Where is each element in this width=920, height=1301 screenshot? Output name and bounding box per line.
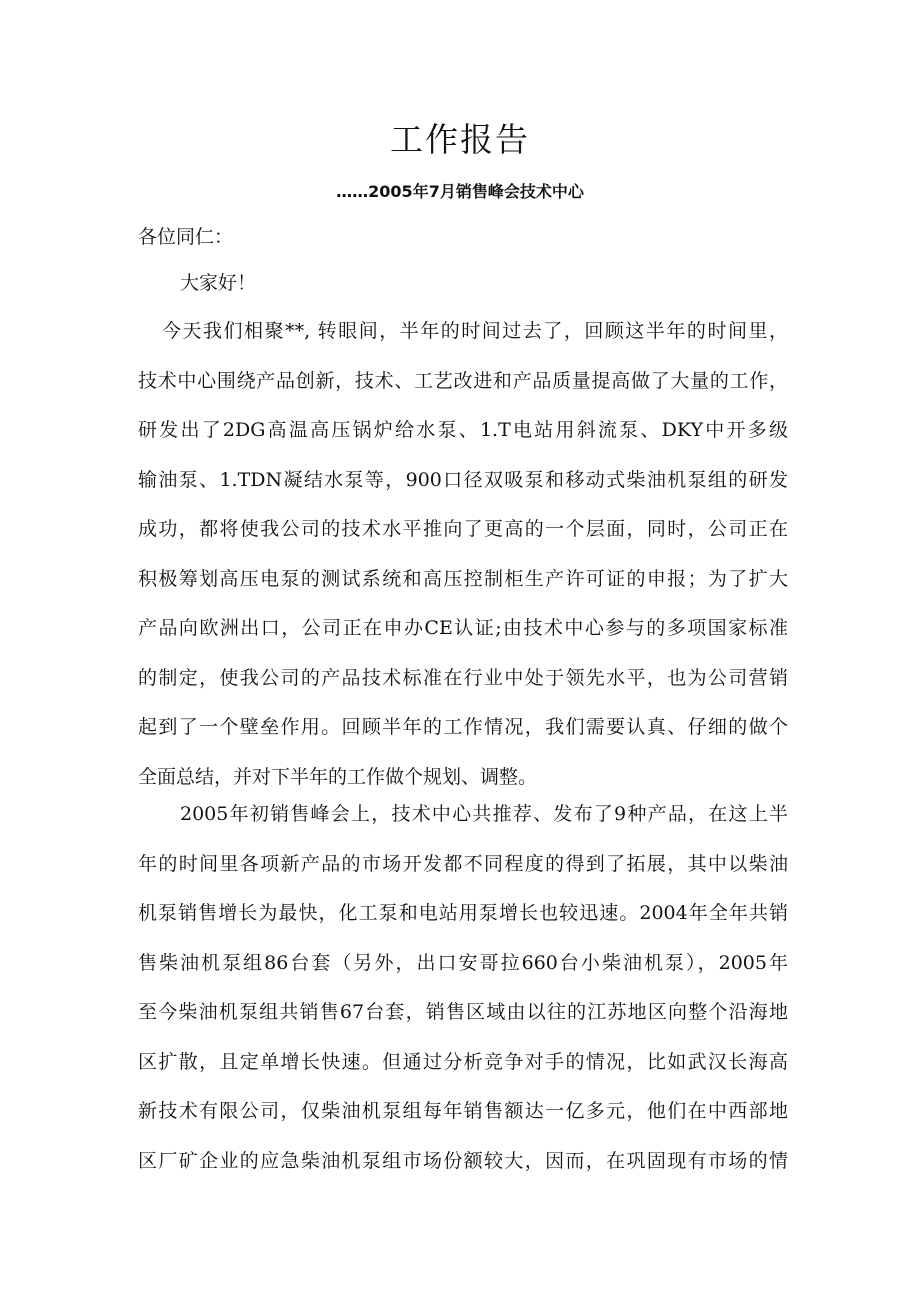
paragraph-line: 机泵销售增长为最快，化工泵和电站用泵增长也较迅速。2004年全年共销	[138, 902, 788, 924]
salutation: 各位同仁：	[138, 226, 234, 248]
paragraph-line: 年的时间里各项新产品的市场开发都不同程度的得到了拓展，其中以柴油	[138, 852, 788, 875]
document-subtitle: ……2005年7月销售峰会技术中心	[336, 182, 584, 201]
paragraph-line: 全面总结，并对下半年的工作做个规划、调整。	[138, 765, 538, 788]
paragraph-1	[138, 307, 788, 802]
paragraph-line: 产品向欧洲出口，公司正在申办CE认证;由技术中心参与的多项国家标准	[138, 617, 788, 639]
paragraph-line: 起到了一个壁垒作用。回顾半年的工作情况，我们需要认真、仔细的做个	[138, 716, 788, 738]
paragraph-line: 区扩散，且定单增长快速。但通过分析竞争对手的情况，比如武汉长海高	[138, 1050, 788, 1073]
paragraph-line: 新技术有限公司，仅柴油机泵组每年销售额达一亿多元，他们在中西部地	[138, 1100, 788, 1122]
paragraph-line: 2005年初销售峰会上，技术中心共推荐、发布了9种产品，在这上半	[180, 803, 788, 825]
paragraph-line: 售柴油机泵组86台套（另外，出口安哥拉660台小柴油机泵），2005年	[138, 951, 788, 974]
paragraph-2	[138, 790, 788, 1186]
paragraph-line: 今天我们相聚**, 转眼间，半年的时间过去了，回顾这半年的时间里，	[162, 320, 788, 342]
paragraph-line: 成功，都将使我公司的技术水平推向了更高的一个层面，同时，公司正在	[138, 518, 788, 540]
paragraph-line: 至今柴油机泵组共销售67台套，销售区域由以往的江苏地区向整个沿海地	[138, 1001, 788, 1023]
paragraph-line: 研发出了2DG高温高压锅炉给水泵、1.T电站用斜流泵、DKY中开多级	[138, 419, 788, 441]
document-title: 工作报告	[390, 120, 530, 159]
paragraph-line: 技术中心围绕产品创新，技术、工艺改进和产品质量提高做了大量的工作，	[138, 369, 788, 392]
paragraph-line: 积极筹划高压电泵的测试系统和高压控制柜生产许可证的申报；为了扩大	[138, 567, 788, 590]
paragraph-line: 的制定，使我公司的产品技术标准在行业中处于领先水平，也为公司营销	[138, 666, 788, 689]
paragraph-line: 输油泵、1.TDN凝结水泵等，900口径双吸泵和移动式柴油机泵组的研发	[138, 468, 788, 491]
greeting: 大家好！	[180, 272, 257, 294]
paragraph-line: 区厂矿企业的应急柴油机泵组市场份额较大，因而，在巩固现有市场的情	[138, 1149, 788, 1172]
